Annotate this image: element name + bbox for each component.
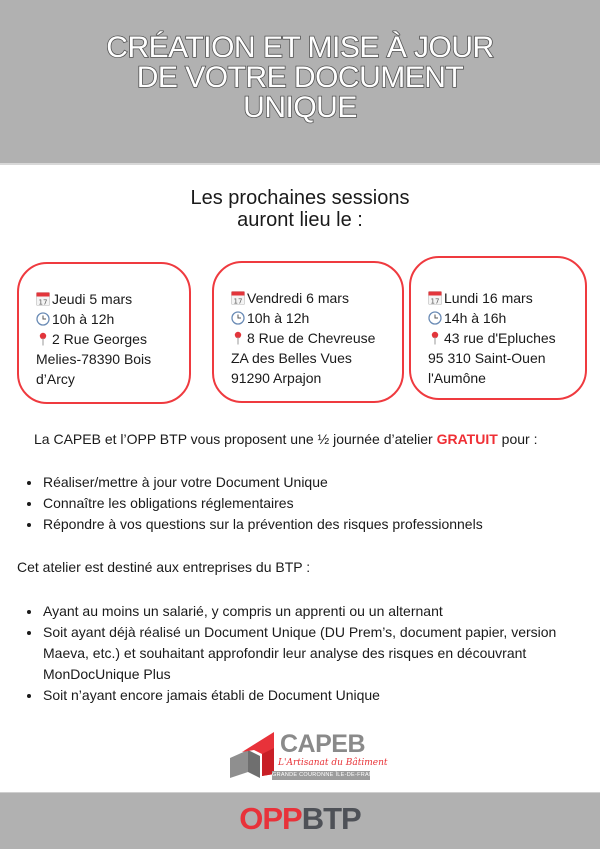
objectives-list — [24, 472, 483, 535]
list-item: Soit n’ayant encore jamais établi de Document Unique — [24, 685, 564, 706]
session-address-2: Melies-78390 Bois — [36, 351, 152, 367]
session-address-2: ZA des Belles Vues — [231, 350, 352, 366]
session-address-1: 2 Rue Georges — [52, 331, 147, 347]
session-time: 14h à 16h — [444, 310, 507, 326]
page-title — [0, 33, 600, 123]
intro-text-before: La CAPEB et l’OPP BTP vous proposent une ½ journée d’atelier — [34, 431, 437, 447]
list-item: Réaliser/mettre à jour votre Document Unique — [24, 472, 483, 493]
capeb-cube-icon — [228, 728, 278, 778]
audience-list — [24, 601, 564, 706]
session-time-row — [36, 309, 189, 329]
session-address-1: 43 rue d'Epluches — [444, 330, 556, 346]
calendar-icon — [231, 291, 246, 305]
session-address-3: d’Arcy — [36, 371, 75, 387]
session-address-2: 95 310 Saint-Ouen — [428, 350, 546, 366]
intro-paragraph — [34, 430, 538, 448]
list-item: Soit ayant déjà réalisé un Document Unique (DU Prem’s, document papier, version Maeva, etc.) et souhaitant approfondir leur analyse des risques en découvrant MonDocUnique Plus — [24, 622, 564, 685]
session-date: Jeudi 5 mars — [52, 291, 133, 307]
session-time: 10h à 12h — [52, 311, 115, 327]
subtitle-line-2: auront lieu le : — [237, 209, 363, 231]
session-address-3: 91290 Arpajon — [231, 370, 322, 386]
footer-banner — [0, 792, 600, 849]
title-line-3: UNIQUE — [243, 91, 357, 124]
session-time: 10h à 12h — [247, 310, 310, 326]
title-line-1: CRÉATION ET MISE À JOUR — [106, 31, 494, 64]
intro-text-after: pour : — [497, 431, 538, 447]
oppbtp-logo — [0, 801, 600, 837]
capeb-wordmark: CAPEB — [280, 730, 366, 758]
session-card — [212, 261, 404, 403]
capeb-tagline: L'Artisanat du Bâtiment — [278, 758, 388, 768]
sessions-heading — [0, 187, 600, 231]
calendar-icon — [36, 292, 51, 306]
list-item: Ayant au moins un salarié, y compris un apprenti ou un alternant — [24, 601, 564, 622]
capeb-region: GRANDE COURONNE ÎLE-DE-FRANCE — [272, 772, 382, 778]
svg-text:17: 17 — [233, 297, 243, 305]
session-date-row — [231, 288, 402, 308]
svg-text:17: 17 — [38, 298, 48, 306]
clock-icon — [231, 311, 246, 325]
session-time-row — [231, 308, 402, 328]
session-date: Lundi 16 mars — [444, 290, 533, 306]
svg-text:17: 17 — [430, 297, 440, 305]
oppbtp-logo-opp: OPP — [239, 801, 302, 836]
session-card — [409, 256, 587, 400]
session-address-1: 8 Rue de Chevreuse — [247, 330, 376, 346]
clock-icon — [36, 312, 51, 326]
list-item: Répondre à vos questions sur la prévention des risques professionnels — [24, 514, 483, 535]
location-pin-icon — [231, 331, 246, 345]
list-item: Connaître les obligations réglementaires — [24, 493, 483, 514]
calendar-icon — [428, 291, 443, 305]
session-address-3: l'Aumône — [428, 370, 486, 386]
location-pin-icon — [428, 331, 443, 345]
free-highlight: GRATUIT — [436, 431, 498, 447]
session-address-row — [428, 328, 585, 348]
oppbtp-logo-btp: BTP — [301, 801, 361, 836]
session-address-row — [231, 328, 402, 348]
session-address-row — [36, 329, 189, 349]
session-time-row — [428, 308, 585, 328]
clock-icon — [428, 311, 443, 325]
header-banner — [0, 0, 600, 165]
capeb-logo — [228, 728, 388, 784]
session-date-row — [36, 289, 189, 309]
session-card — [17, 262, 191, 404]
subtitle-line-1: Les prochaines sessions — [190, 187, 410, 209]
audience-intro: Cet atelier est destiné aux entreprises du BTP : — [17, 559, 311, 575]
location-pin-icon — [36, 332, 51, 346]
session-date: Vendredi 6 mars — [247, 290, 349, 306]
title-line-2: DE VOTRE DOCUMENT — [136, 61, 464, 94]
session-date-row — [428, 288, 585, 308]
